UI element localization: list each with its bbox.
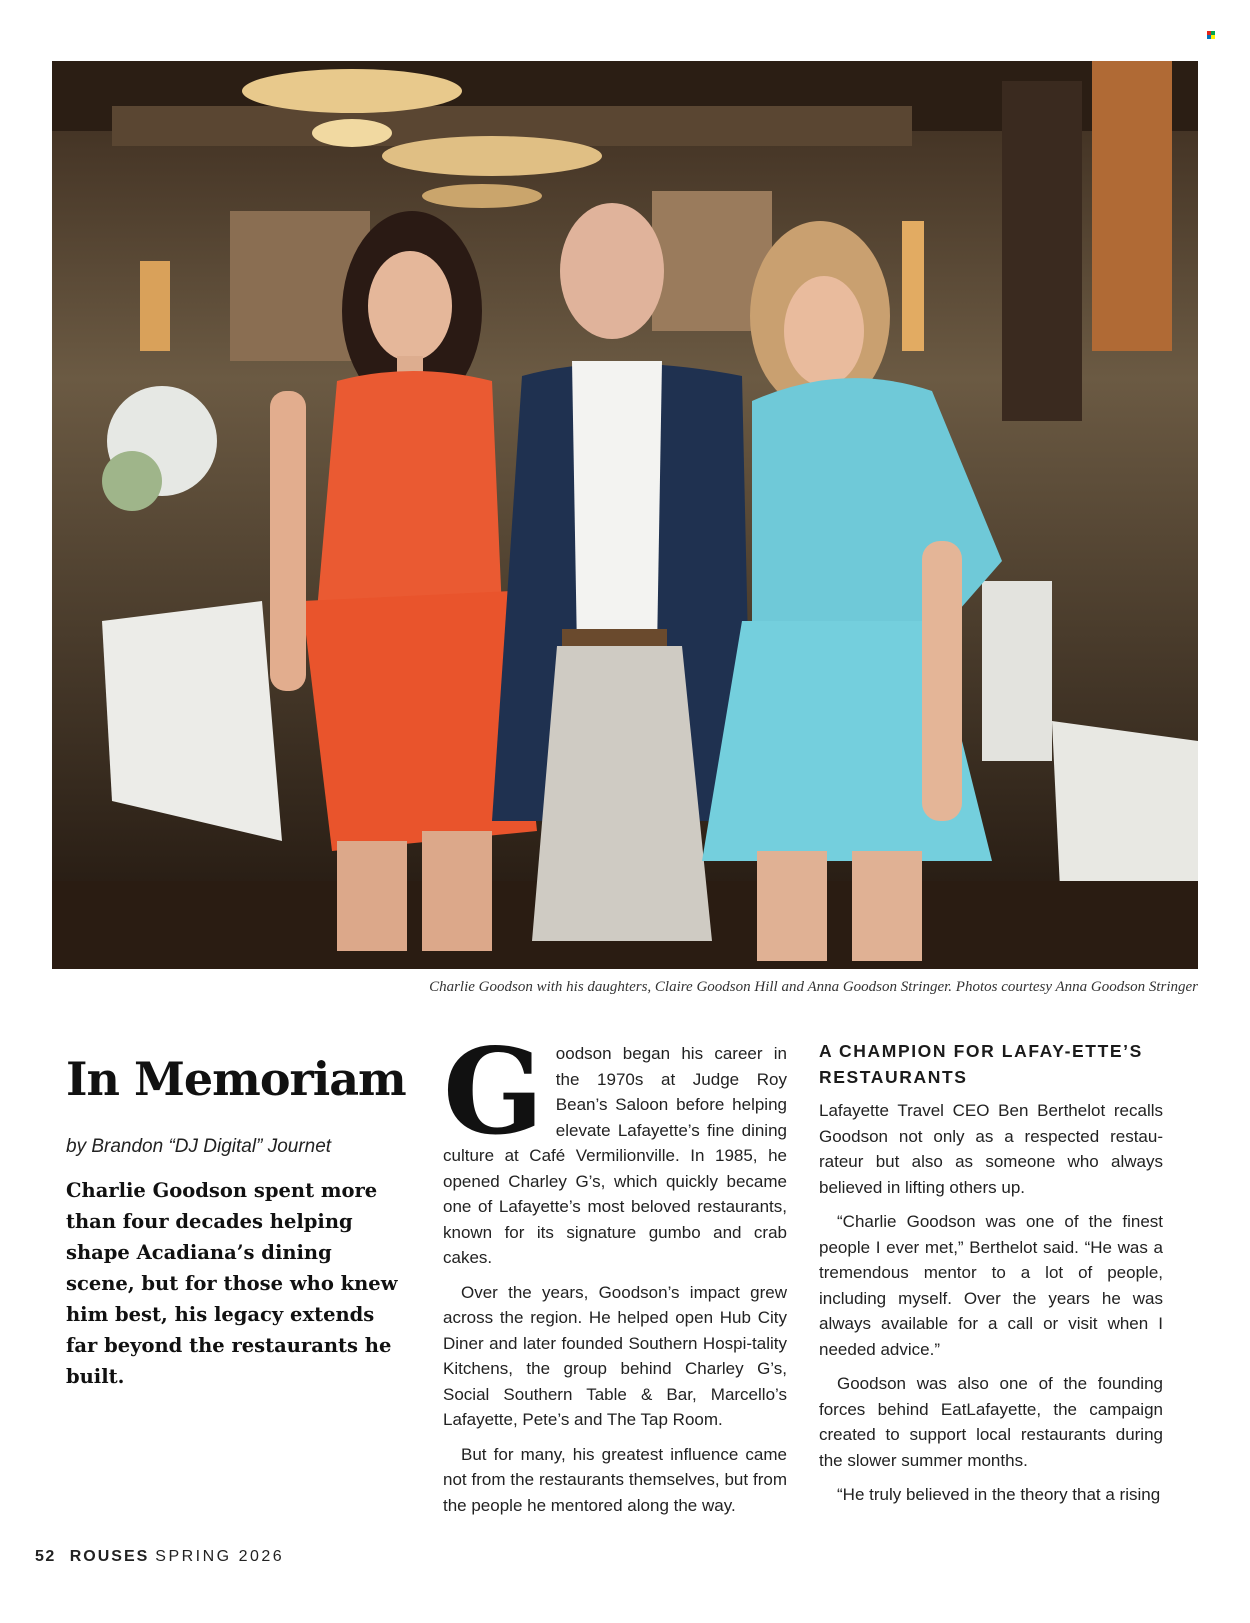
photo-illustration xyxy=(52,61,1198,969)
paragraph-5: “Charlie Goodson was one of the finest people I ever met,” Berthelot said. “He was a tremendous mentor to a lot of people, including myself. Over the years he was always available for a call or visit when I needed advice.” xyxy=(819,1212,1163,1359)
paragraph-1 xyxy=(443,1022,787,1271)
section-subhead: A CHAMPION FOR LAFAY-ETTE’S RESTAURANTS xyxy=(819,1041,1143,1087)
drop-cap: G xyxy=(443,1022,544,1161)
body-column-right xyxy=(819,1041,1163,1517)
body-column-middle xyxy=(443,1022,787,1527)
paragraph-4: Lafayette Travel CEO Ben Berthelot recalls Goodson not only as a respected restau-rateur but also as someone who always believed in lifting others up. xyxy=(819,1101,1163,1197)
magazine-name: ROUSES xyxy=(69,1548,150,1565)
paragraph-1-text: oodson began his career in the 1970s at Judge Roy Bean’s Saloon before helping elevate Lafayette’s fine dining culture at Café Vermilionville. In 1985, he opened Charley G’s, which quickly became one of Lafayette’s most beloved restaurants, known for its signature gumbo and crab cakes. xyxy=(443,1044,787,1267)
issue-label: SPRING 2026 xyxy=(155,1548,285,1565)
photo-caption: Charlie Goodson with his daughters, Claire Goodson Hill and Anna Goodson Stringer. Photos courtesy Anna Goodson Stringer xyxy=(429,979,1198,995)
corner-registration-mark xyxy=(1207,31,1215,39)
article-title: In Memoriam xyxy=(66,1052,406,1106)
page-number: 52 xyxy=(35,1548,56,1565)
paragraph-2: Over the years, Goodson’s impact grew across the region. He helped open Hub City Diner and later founded Southern Hospi-tality Kitchens, the group behind Charley G’s, Social Southern Table & Bar, Marcello’s Lafayette, Pete’s and The Tap Room. xyxy=(443,1282,787,1429)
page-footer xyxy=(35,1548,284,1566)
article-dek: Charlie Goodson spent more than four decades helping shape Acadiana’s dining scene, but for those who knew him best, his legacy extends far beyond the restaurants he built. xyxy=(66,1179,398,1388)
paragraph-3: But for many, his greatest influence came not from the restaurants themselves, but from the people he mentored along the way. xyxy=(443,1444,787,1515)
article-photo xyxy=(52,61,1198,969)
article-byline: by Brandon “DJ Digital” Journet xyxy=(66,1136,332,1157)
paragraph-7: “He truly believed in the theory that a rising xyxy=(837,1485,1161,1504)
paragraph-6: Goodson was also one of the founding forces behind EatLafayette, the campaign created to support local restaurants during the slower summer months. xyxy=(819,1374,1163,1470)
